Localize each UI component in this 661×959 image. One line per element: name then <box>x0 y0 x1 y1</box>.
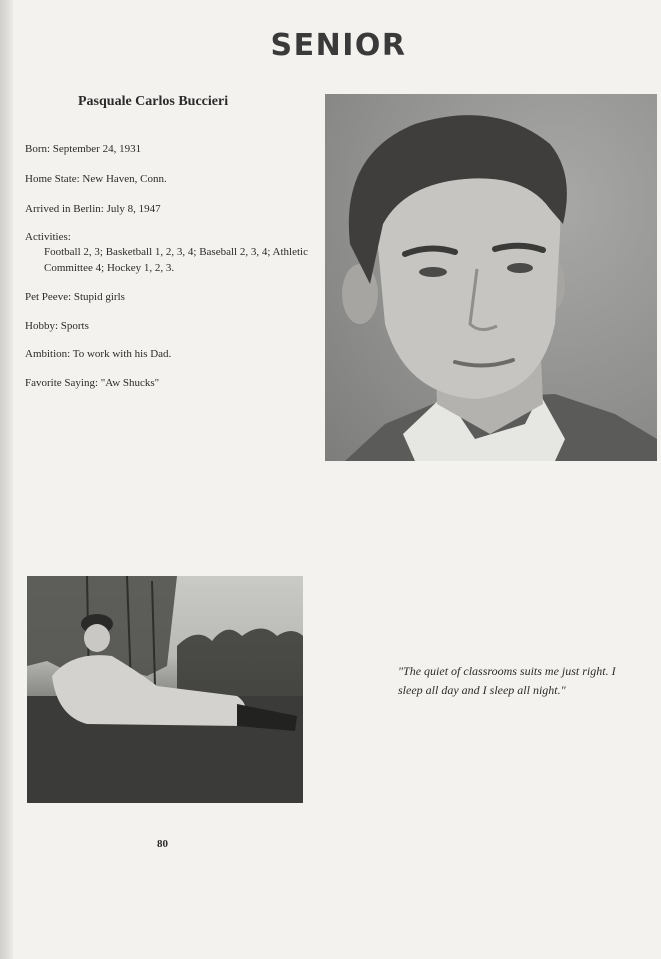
portrait-illustration <box>325 94 657 461</box>
activities-label: Activities: <box>25 231 71 243</box>
candid-photo <box>27 576 303 803</box>
student-name: Pasquale Carlos Buccieri <box>78 94 229 109</box>
candid-illustration <box>27 576 303 803</box>
page-number: 80 <box>157 838 168 850</box>
portrait-photo <box>325 94 657 461</box>
binding-edge <box>0 0 13 959</box>
born-line: Born: September 24, 1931 <box>25 143 142 155</box>
pet-peeve-line: Pet Peeve: Stupid girls <box>25 291 125 303</box>
hobby-line: Hobby: Sports <box>25 320 89 332</box>
quote: "The quiet of classrooms suits me just right. I sleep all day and I sleep all night." <box>398 664 616 697</box>
arrived-line: Arrived in Berlin: July 8, 1947 <box>25 203 161 215</box>
activities-detail: Football 2, 3; Basketball 1, 2, 3, 4; Baseball 2, 3, 4; Athletic Committee 4; Hockey 1, 2, 3. <box>44 246 308 274</box>
favorite-saying-line: Favorite Saying: "Aw Shucks" <box>25 377 160 389</box>
page-title: SENIOR <box>270 28 407 63</box>
home-state-line: Home State: New Haven, Conn. <box>25 173 167 185</box>
ambition-line: Ambition: To work with his Dad. <box>25 348 172 360</box>
